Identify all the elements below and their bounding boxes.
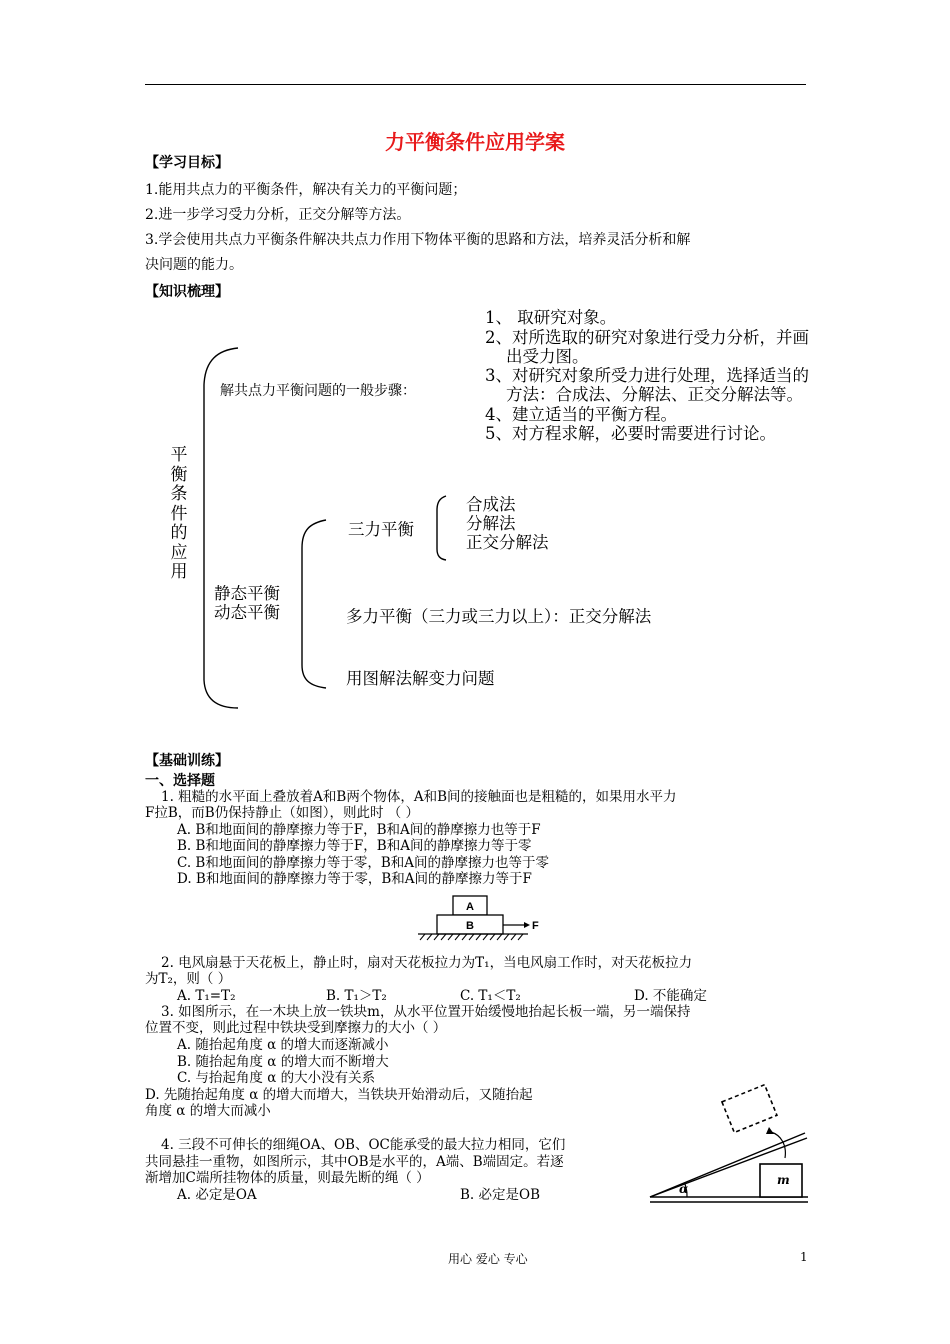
step-2-cont: 出受力图。	[506, 347, 589, 366]
q1-option-c: C. B和地面间的静摩擦力等于零，B和A间的静摩擦力也等于零	[177, 855, 550, 871]
footer-slogan: 用心 爱心 专心	[448, 1252, 528, 1266]
three-force-label: 三力平衡	[348, 520, 414, 539]
q4-option-a: A. 必定是OA	[177, 1187, 257, 1203]
objective-item-3: 3.学会使用共点力平衡条件解决共点力作用下物体平衡的思路和方法，培养灵活分析和解	[145, 232, 691, 248]
q3-option-c: C. 与抬起角度 α 的大小没有关系	[177, 1070, 376, 1086]
page-number: 1	[800, 1250, 808, 1264]
training-header: 【基础训练】	[145, 753, 229, 769]
q1-option-b: B. B和地面间的静摩擦力等于F，B和A间的静摩擦力等于零	[177, 838, 532, 854]
method-orthogonal: 正交分解法	[466, 533, 549, 552]
q3-text-cont: 位置不变，则此过程中铁块受到摩擦力的大小（ ）	[145, 1020, 447, 1036]
step-3: 3、对研究对象所受力进行处理，选择适当的	[485, 366, 809, 385]
q3-option-b: B. 随抬起角度 α 的增大而不断增大	[177, 1054, 389, 1070]
q2-option-b: B. T₁＞T₂	[326, 988, 387, 1004]
objective-item-2: 2.进一步学习受力分析，正交分解等方法。	[145, 207, 411, 223]
q3-figure	[645, 1080, 810, 1210]
q1-text: 1. 粗糙的水平面上叠放着A和B两个物体，A和B间的接触面也是粗糙的，如果用水平力	[161, 789, 677, 805]
q4-text-cont-1: 共同悬挂一重物，如图所示，其中OB是水平的，A端、B端固定。若逐	[145, 1154, 564, 1170]
q2-option-c: C. T₁＜T₂	[460, 988, 521, 1004]
outline-root-label: 平衡条件的应用	[170, 445, 188, 582]
q1-option-a: A. B和地面间的静摩擦力等于F，B和A间的静摩擦力也等于F	[177, 822, 541, 838]
step-4: 4、建立适当的平衡方程。	[485, 405, 677, 424]
q4-text-cont-2: 渐增加C端所挂物体的质量，则最先断的绳（ ）	[145, 1170, 430, 1186]
multi-force-label: 多力平衡（三力或三力以上）：正交分解法	[346, 607, 652, 626]
q3-text: 3. 如图所示，在一木块上放一铁块m，从水平位置开始缓慢地抬起长板一端，另一端保持	[161, 1004, 691, 1020]
q4-option-b: B. 必定是OB	[460, 1187, 540, 1203]
static-equilibrium-label: 静态平衡	[214, 584, 280, 603]
q2-text: 2. 电风扇悬于天花板上，静止时，扇对天花板拉力为T₁，当电风扇工作时，对天花板拉力	[161, 955, 693, 971]
q1-figure	[410, 892, 550, 947]
objectives-header: 【学习目标】	[145, 155, 229, 171]
q4-text: 4. 三段不可伸长的细绳OA、OB、OC能承受的最大拉力相同，它们	[161, 1137, 566, 1153]
q3-option-a: A. 随抬起角度 α 的增大而逐渐减小	[177, 1037, 389, 1053]
graph-method-label: 用图解法解变力问题	[346, 669, 495, 688]
dynamic-equilibrium-label: 动态平衡	[214, 603, 280, 622]
step-2: 2、对所选取的研究对象进行受力分析，并画	[485, 328, 809, 347]
q2-option-d: D. 不能确定	[634, 988, 707, 1004]
q2-option-a: A. T₁=T₂	[177, 988, 236, 1004]
step-1: 1、 取研究对象。	[485, 308, 617, 327]
q3-option-d: D. 先随抬起角度 α 的增大而增大，当铁块开始滑动后，又随抬起	[145, 1087, 533, 1103]
page-title: 力平衡条件应用学案	[385, 130, 565, 154]
section-choice-questions: 一、选择题	[145, 773, 215, 789]
q1-text-cont: F拉B，而B仍保持静止（如图），则此时 （ ）	[145, 805, 420, 821]
objective-item-1: 1.能用共点力的平衡条件，解决有关力的平衡问题；	[145, 182, 467, 198]
q1-option-d: D. B和地面间的静摩擦力等于零，B和A间的静摩擦力等于F	[177, 871, 532, 887]
q2-text-cont: 为T₂，则（ ）	[145, 971, 232, 987]
q1-figure-label-a: A	[466, 901, 474, 913]
knowledge-header: 【知识梳理】	[145, 284, 229, 300]
q3-angle-label: α	[679, 1182, 689, 1196]
general-steps-label: 解共点力平衡问题的一般步骤：	[220, 383, 416, 399]
q3-mass-label: m	[777, 1173, 790, 1187]
step-5: 5、对方程求解，必要时需要进行讨论。	[485, 424, 776, 443]
method-decomposition: 分解法	[466, 514, 516, 533]
method-synthesis: 合成法	[466, 495, 516, 514]
q1-figure-label-b: B	[466, 920, 474, 932]
objective-item-3-cont: 决问题的能力。	[145, 257, 243, 273]
q3-option-d-cont: 角度 α 的增大而减小	[145, 1103, 271, 1119]
step-3-cont: 方法：合成法、分解法、正交分解法等。	[506, 385, 803, 404]
q1-figure-label-f: F	[532, 920, 539, 932]
